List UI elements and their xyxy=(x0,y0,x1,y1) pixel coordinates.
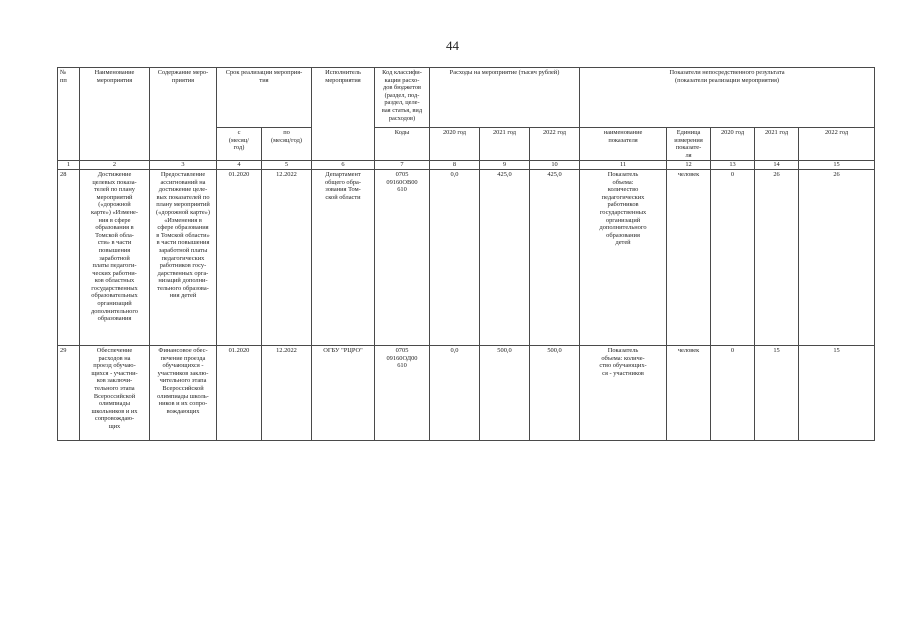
table-row xyxy=(58,169,875,345)
indicator-name: Показатель объема: количе- ство обучающих- ся - участников xyxy=(580,345,667,440)
subheader-2020: 2020 год xyxy=(430,128,480,161)
subheader-indicator-2020: 2020 год xyxy=(711,128,755,161)
measure-name: Обеспечение расходов на проезд обучаю- щихся - участни- ков заключи- тельного этапа Всероссийской олимпиады школьников и их сопровождаю- щих xyxy=(80,345,150,440)
budget-code: 0705 09160ОД00 610 xyxy=(375,345,430,440)
indicator-2021: 15 xyxy=(755,345,799,440)
subheader-indicator-2021: 2021 год xyxy=(755,128,799,161)
header-executor: Исполнитель мероприятия xyxy=(312,68,375,161)
header-content: Содержание меро- приятия xyxy=(150,68,217,161)
header-code: Код классифи- кации расхо- дов бюджетов (раздел, под- раздел, целе- вая статья, вид расходов) xyxy=(375,68,430,128)
header-row xyxy=(58,68,875,128)
row-number: 28 xyxy=(58,169,80,345)
expense-2021: 500,0 xyxy=(480,345,530,440)
table-row xyxy=(58,345,875,440)
column-number: 3 xyxy=(150,161,217,170)
column-number: 4 xyxy=(217,161,262,170)
measure-content: Предоставление ассигнований на достижение целе- вых показателей по плану мероприятий («дорожной карте») «Изменения в сфере образования в Томской области» в части повышения заработной платы педагогических работников госу- дарственных орга- низаций дополни- тельного образова- ния детей xyxy=(150,169,217,345)
measure-content: Финансовое обес- печение проезда обучающихся - участников заклю- чительного этапа Всероссийской олимпиады школь- ников и их сопро- вождающих xyxy=(150,345,217,440)
executor: Департамент общего обра- зования Том- ской области xyxy=(312,169,375,345)
indicator-name: Показатель объема: количество педагогических работников государственных организаций дополнительного образования детей xyxy=(580,169,667,345)
column-number: 11 xyxy=(580,161,667,170)
indicator-2020: 0 xyxy=(711,169,755,345)
indicator-2020: 0 xyxy=(711,345,755,440)
subheader-from: с (месяц/ год) xyxy=(217,128,262,161)
column-number: 14 xyxy=(755,161,799,170)
expense-2020: 0,0 xyxy=(430,169,480,345)
column-number: 5 xyxy=(262,161,312,170)
subheader-2021: 2021 год xyxy=(480,128,530,161)
column-number: 15 xyxy=(799,161,875,170)
page-number: 44 xyxy=(446,38,459,53)
period-to: 12.2022 xyxy=(262,345,312,440)
subheader-indicator-name: наименование показателя xyxy=(580,128,667,161)
header-expenses: Расходы на мероприятие (тысяч рублей) xyxy=(430,68,580,128)
indicator-unit: человек xyxy=(667,345,711,440)
subheader-indicator-2022: 2022 год xyxy=(799,128,875,161)
expense-2022: 425,0 xyxy=(530,169,580,345)
column-number: 12 xyxy=(667,161,711,170)
column-number: 6 xyxy=(312,161,375,170)
subheader-indicator-unit: Единица измерения показате- ля xyxy=(667,128,711,161)
column-number: 9 xyxy=(480,161,530,170)
subheader-codes: Коды xyxy=(375,128,430,161)
period-from: 01.2020 xyxy=(217,169,262,345)
executor: ОГБУ "РЦРО" xyxy=(312,345,375,440)
indicator-unit: человек xyxy=(667,169,711,345)
subheader-2022: 2022 год xyxy=(530,128,580,161)
period-from: 01.2020 xyxy=(217,345,262,440)
column-number: 10 xyxy=(530,161,580,170)
budget-code: 0705 09160OВ00 610 xyxy=(375,169,430,345)
column-number: 8 xyxy=(430,161,480,170)
indicator-2022: 15 xyxy=(799,345,875,440)
indicator-2022: 26 xyxy=(799,169,875,345)
column-number: 1 xyxy=(58,161,80,170)
column-number: 7 xyxy=(375,161,430,170)
header-period: Срок реализации мероприя- тия xyxy=(217,68,312,128)
column-number-row xyxy=(58,161,875,170)
indicator-2021: 26 xyxy=(755,169,799,345)
header-name: Наименование мероприятия xyxy=(80,68,150,161)
row-number: 29 xyxy=(58,345,80,440)
column-number: 2 xyxy=(80,161,150,170)
column-number: 13 xyxy=(711,161,755,170)
expense-2022: 500,0 xyxy=(530,345,580,440)
measure-name: Достижение целевых показа- телей по плану мероприятий («дорожной карте») «Измене- ния в сфере образования в Томской обла- сти» в части повышения заработной платы педагоги- ческих работни- ков областных государственных образовательных организаций дополнительного образования xyxy=(80,169,150,345)
subheader-to: по (месяц/год) xyxy=(262,128,312,161)
header-no: № пп xyxy=(58,68,80,161)
expense-2021: 425,0 xyxy=(480,169,530,345)
expense-2020: 0,0 xyxy=(430,345,480,440)
period-to: 12.2022 xyxy=(262,169,312,345)
header-indicators: Показатели непосредственного результата (показатели реализации мероприятия) xyxy=(580,68,875,128)
measures-table xyxy=(57,67,875,441)
